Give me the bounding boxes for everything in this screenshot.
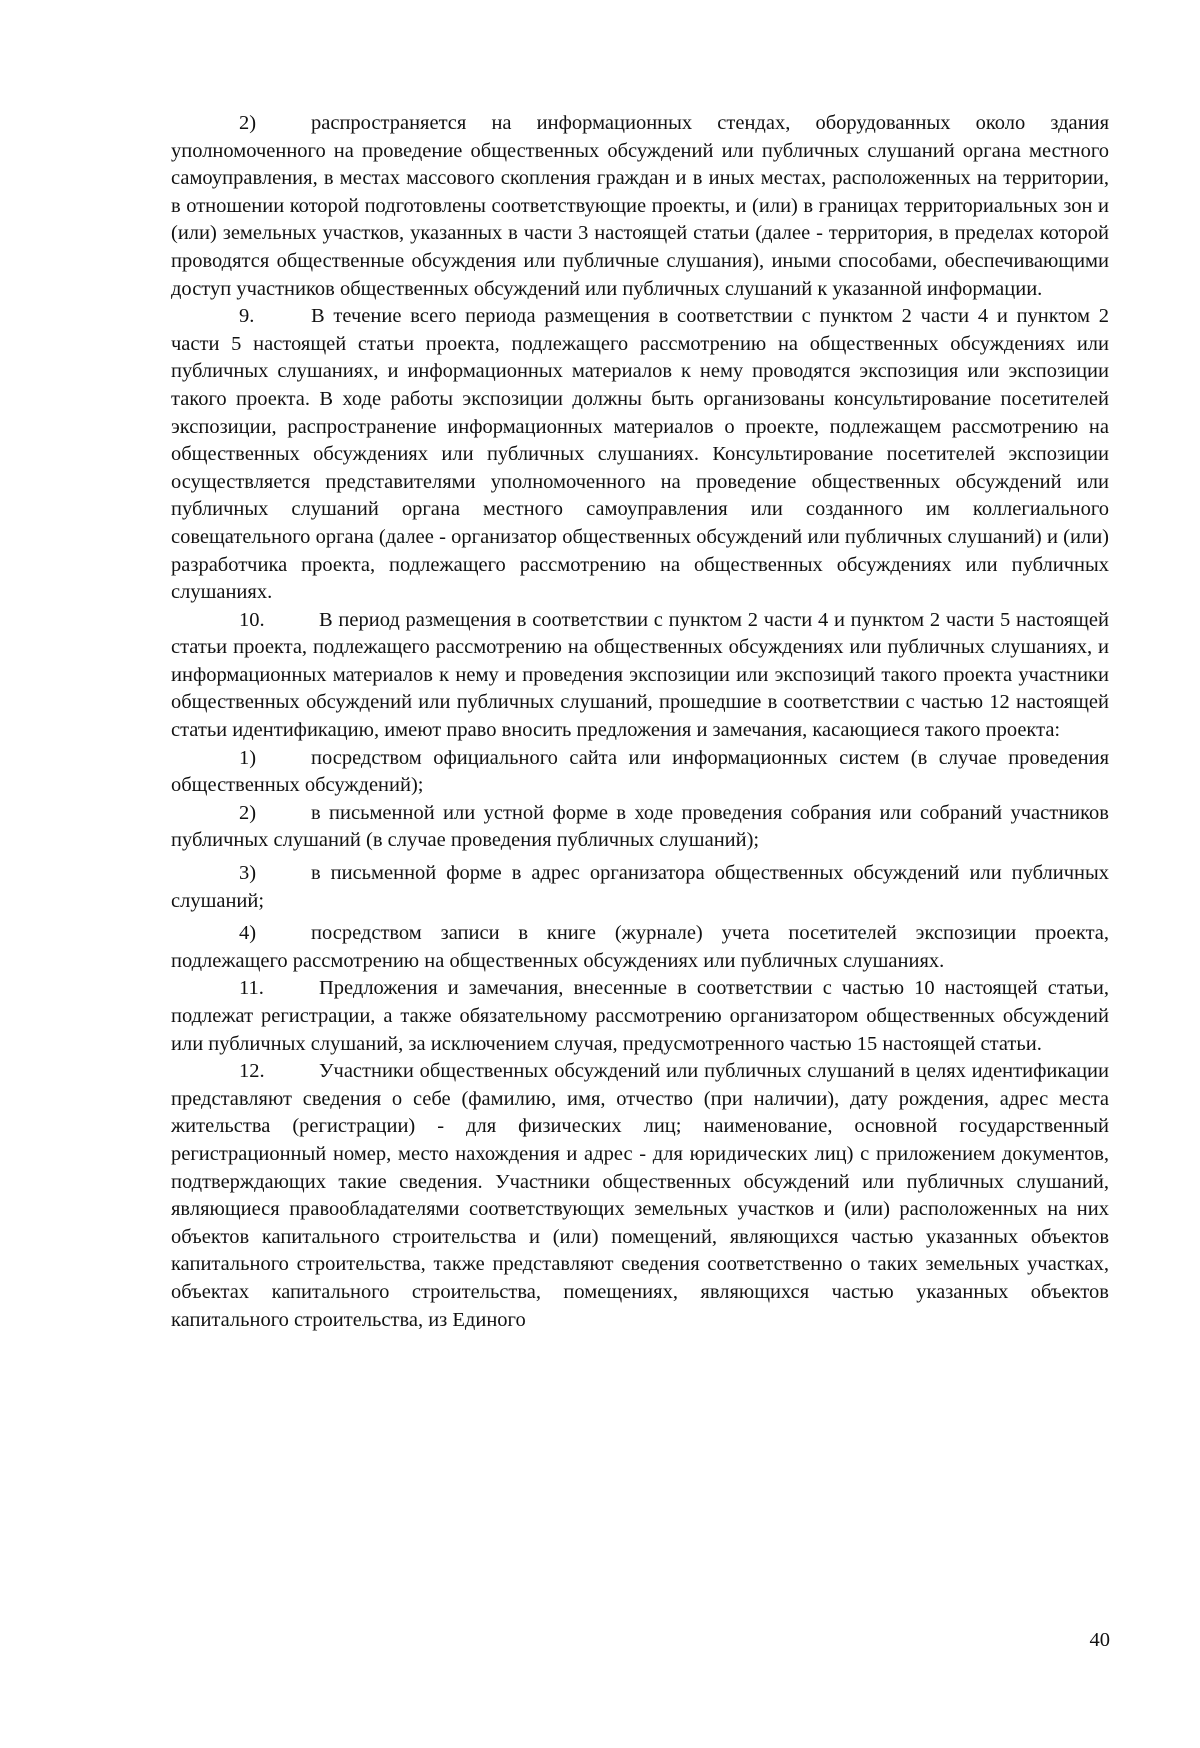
list-item-4 bbox=[171, 920, 1109, 975]
paragraph-12 bbox=[171, 1058, 1109, 1334]
list-item-1 bbox=[171, 745, 1109, 800]
list-item-text: в письменной форме в адрес организатора общественных обсуждений или публичных слушаний; bbox=[171, 862, 1109, 912]
list-item-number: 3) bbox=[239, 862, 257, 885]
paragraph-10 bbox=[171, 607, 1109, 745]
list-item-number: 1) bbox=[239, 746, 257, 769]
list-item-number: 4) bbox=[239, 922, 257, 945]
paragraph-number: 9. bbox=[239, 305, 255, 328]
paragraph-number: 10. bbox=[239, 608, 265, 631]
paragraph-text: В течение всего периода размещения в соответствии с пунктом 2 части 4 и пунктом 2 части 5 настоящей статьи проекта, подлежащего рассмотрению на общественных обсуждениях или публичных слушаниях, и информационных материалов к нему проводятся экспозиция или экспозиции такого проекта. В ходе работы экспозиции должны быть организованы консультирование посетителей экспозиции, распространение информационных материалов о проекте, подлежащем рассмотрению на общественных обсуждениях или публичных слушаниях. Консультирование посетителей экспозиции осуществляется представителями уполномоченного на проведение общественных обсуждений или публичных слушаний органа местного самоуправления или созданного им коллегиального совещательного органа (далее - организатор общественных обсуждений или публичных слушаний) и (или) разработчика проекта, подлежащего рассмотрению на общественных обсуждениях или публичных слушаниях. bbox=[171, 305, 1109, 604]
paragraph-item-2 bbox=[171, 110, 1109, 303]
paragraph-9 bbox=[171, 303, 1109, 607]
paragraph-11 bbox=[171, 975, 1109, 1058]
list-item-text: в письменной или устной форме в ходе проведения собрания или собраний участников публичных слушаний (в случае проведения публичных слушаний); bbox=[171, 801, 1109, 852]
list-item-number: 2) bbox=[239, 801, 257, 824]
paragraph-text: В период размещения в соответствии с пунктом 2 части 4 и пунктом 2 части 5 настоящей статьи проекта, подлежащего рассмотрению на общественных обсуждениях или публичных слушаниях, и информационных материалов к нему и проведения экспозиции или экспозиций такого проекта участники общественных обсуждений или публичных слушаний, прошедшие в соответствии с частью 12 настоящей статьи идентификацию, имеют право вносить предложения и замечания, касающиеся такого проекта: bbox=[171, 608, 1109, 742]
paragraph-text: Участники общественных обсуждений или публичных слушаний в целях идентификации представляют сведения о себе (фамилию, имя, отчество (при наличии), дату рождения, адрес места жительства (регистрации) - для физических лиц; наименование, основной государственный регистрационный номер, место нахождения и адрес - для юридических лиц) с приложением документов, подтверждающих такие сведения. Участники общественных обсуждений или публичных слушаний, являющиеся правообладателями соответствующих земельных участков и (или) расположенных на них объектов капитального строительства и (или) помещений, являющихся частью указанных объектов капитального строительства, также представляют сведения соответственно о таких земельных участках, объектах капитального строительства, помещениях, являющихся частью указанных объектов капитального строительства, из Единого bbox=[171, 1060, 1109, 1331]
paragraph-number: 2) bbox=[239, 112, 257, 134]
paragraph-text: распространяется на информационных стендах, оборудованных около здания уполномоченного на проведение общественных обсуждений или публичных слушаний органа местного самоуправления, в местах массового скопления граждан и в иных местах, расположенных на территории, в отношении которой подготовлены соответствующие проекты, и (или) в границах территориальных зон и (или) земельных участков, указанных в части 3 настоящей статьи (далее - территория, в пределах которой проводятся общественные обсуждения или публичные слушания), иными способами, обеспечивающими доступ участников общественных обсуждений или публичных слушаний к указанной информации. bbox=[171, 112, 1109, 300]
list-item-3 bbox=[171, 860, 1109, 915]
document-body bbox=[171, 110, 1109, 1334]
list-item-2 bbox=[171, 800, 1109, 855]
page-number: 40 bbox=[1089, 1629, 1110, 1651]
paragraph-number: 11. bbox=[239, 977, 264, 1000]
list-item-text: посредством записи в книге (журнале) учета посетителей экспозиции проекта, подлежащего рассмотрению на общественных обсуждениях или публичных слушаниях. bbox=[171, 922, 1109, 972]
paragraph-text: Предложения и замечания, внесенные в соответствии с частью 10 настоящей статьи, подлежат регистрации, а также обязательному рассмотрению организатором общественных обсуждений или публичных слушаний, за исключением случая, предусмотренного частью 15 настоящей статьи. bbox=[171, 977, 1109, 1055]
paragraph-number: 12. bbox=[239, 1060, 265, 1083]
list-item-text: посредством официального сайта или информационных систем (в случае проведения общественных обсуждений); bbox=[171, 746, 1109, 797]
